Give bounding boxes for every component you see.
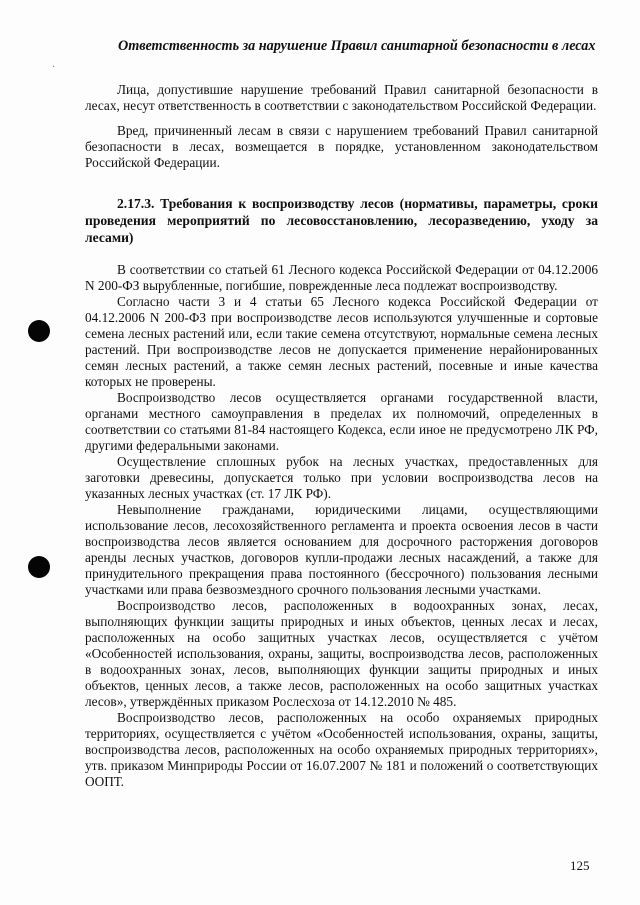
paragraph: Воспроизводство лесов, расположенных в водоохранных зонах, лесах, выполняющих функции защиты природных и иных объектов, ценных лесах и лесах, расположенных на особо защитных участках лесов, осуществляется с учётом «Особенностей использования, охраны, защиты, воспроизводства лесов, расположенных в водоохранных зонах, лесов, выполняющих функции защиты природных и иных объектов, ценных лесов, а также лесов, расположенных на особо защитных участках лесов», утверждённых приказом Рослесхоза от 14.12.2010 № 485. (85, 598, 598, 709)
page-header-title: Ответственность за нарушение Правил санитарной безопасности в лесах (118, 38, 596, 54)
page-number: 125 (570, 858, 590, 873)
paragraph: В соответствии со статьей 61 Лесного кодекса Российской Федерации от 04.12.2006 N 200-ФЗ вырубленные, погибшие, поврежденные леса подлежат воспроизводству. (85, 262, 598, 293)
punch-hole (28, 320, 50, 342)
document-body (85, 82, 598, 790)
scan-speck: · (52, 62, 56, 73)
paragraph: Лица, допустившие нарушение требований Правил санитарной безопасности в лесах, несут ответственность в соответствии с законодательством Российской Федерации. (85, 82, 598, 113)
section-heading: 2.17.3. Требования к воспроизводству лесов (нормативы, параметры, сроки проведения мероприятий по лесовосстановлению, лесоразведению, уходу за лесами) (85, 196, 598, 245)
paragraph: Воспроизводство лесов осуществляется органами государственной власти, органами местного самоуправления в пределах их полномочий, определенных в соответствии со статьями 81-84 настоящего Кодекса, если иное не предусмотрено ЛК РФ, другими федеральными законами. (85, 390, 598, 453)
paragraph: Согласно части 3 и 4 статьи 65 Лесного кодекса Российской Федерации от 04.12.2006 N 200-ФЗ при воспроизводстве лесов используются улучшенные и сортовые семена лесных растений или, если такие семена отсутствуют, нормальные семена лесных растений. При воспроизводстве лесов не допускается применение нерайонированных семян лесных растений, а также семян лесных растений, посевные и иные качества которых не проверены. (85, 294, 598, 389)
paragraph: Невыполнение гражданами, юридическими лицами, осуществляющими использование лесов, лесохозяйственного регламента и проекта освоения лесов в части воспроизводства лесов является основанием для досрочного расторжения договоров аренды лесных участков, договоров купли-продажи лесных насаждений, а также для принудительного прекращения права постоянного (бессрочного) пользования лесными участками или права безвозмездного срочного пользования лесными участками. (85, 502, 598, 597)
paragraph: Осуществление сплошных рубок на лесных участках, предоставленных для заготовки древесины, допускается только при условии воспроизводства лесов на указанных лесных участках (ст. 17 ЛК РФ). (85, 454, 598, 501)
punch-hole (28, 556, 50, 578)
paragraph: Вред, причиненный лесам в связи с нарушением требований Правил санитарной безопасности в лесах, возмещается в порядке, установленном законодательством Российской Федерации. (85, 123, 598, 170)
paragraph: Воспроизводство лесов, расположенных на особо охраняемых природных территориях, осуществляется с учётом «Особенностей использования, охраны, защиты, воспроизводства лесов, расположенных на особо охраняемых природных территориях», утв. приказом Минприроды России от 16.07.2007 № 181 и положений о соответствующих ООПТ. (85, 710, 598, 789)
